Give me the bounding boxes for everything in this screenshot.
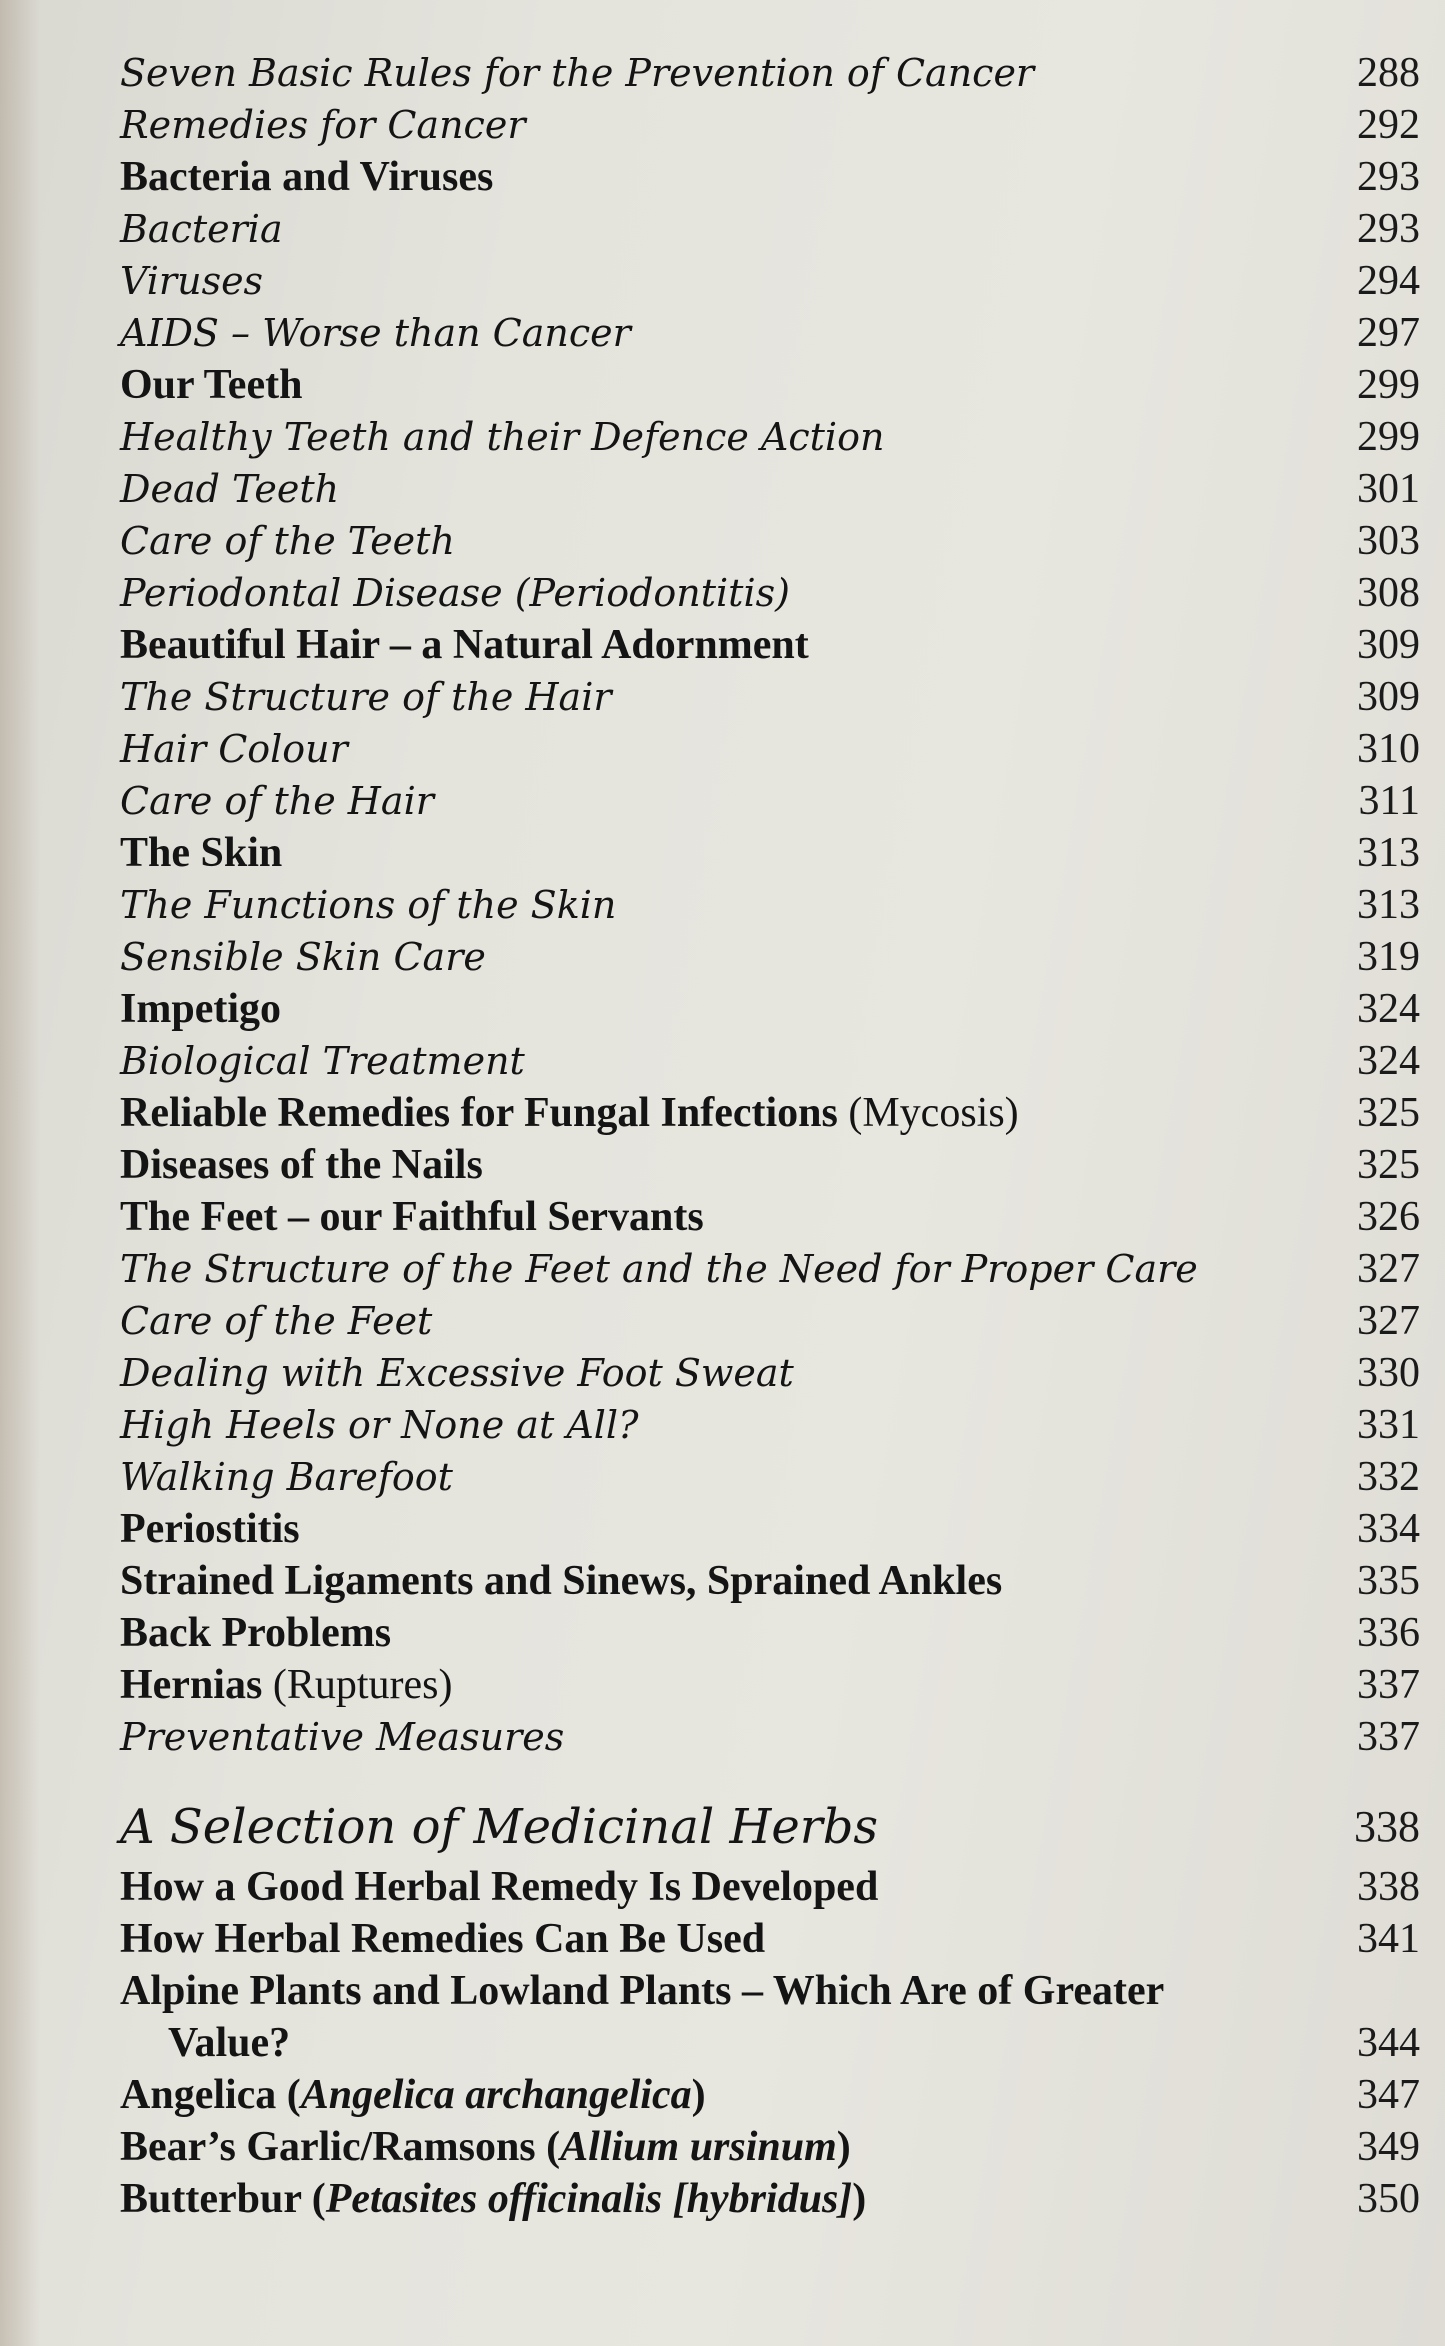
- toc-entry-page: 313: [1357, 882, 1420, 928]
- toc-entry-page: 335: [1357, 1558, 1420, 1604]
- herb-entry-latin: Petasites officinalis [hybridus]: [325, 2176, 853, 2222]
- toc-entry: [120, 1400, 1420, 1450]
- page-edge-shadow: [0, 0, 40, 2346]
- toc-entry-title: Seven Basic Rules for the Prevention of Cancer: [120, 51, 1035, 95]
- toc-entry-page: 309: [1357, 622, 1420, 668]
- toc-entry-page: 297: [1357, 310, 1420, 356]
- herb-entry-page: 341: [1357, 1916, 1420, 1962]
- section-heading: A Selection of Medicinal Herbs: [120, 1799, 879, 1855]
- toc-entry: [120, 152, 1420, 202]
- toc-entry-title: Impetigo: [120, 986, 281, 1032]
- toc-entry-page: 332: [1357, 1454, 1420, 1500]
- toc-entry-page: 293: [1357, 206, 1420, 252]
- toc-entry-page: 293: [1357, 154, 1420, 200]
- toc-entry-page: 319: [1357, 934, 1420, 980]
- toc-entry-page: 326: [1357, 1194, 1420, 1240]
- toc-entry-page: 309: [1357, 674, 1420, 720]
- toc-entry-page: 337: [1357, 1714, 1420, 1760]
- toc-entry-title-suffix: (Ruptures): [262, 1662, 453, 1708]
- herb-entry-name: Angelica (: [120, 2072, 301, 2118]
- toc-entry-title: The Skin: [120, 830, 283, 876]
- herb-entry: [120, 2122, 1420, 2172]
- herb-entry: [120, 1862, 1420, 1912]
- toc-entry-title: The Structure of the Feet and the Need for Proper Care: [120, 1247, 1198, 1291]
- toc-entry: [120, 308, 1420, 358]
- herb-entry-page: 344: [1357, 2020, 1420, 2066]
- toc-entry-page: 324: [1357, 986, 1420, 1032]
- herb-entry-close: ): [691, 2072, 706, 2118]
- toc-entry-page: 337: [1357, 1662, 1420, 1708]
- toc-entry: [120, 360, 1420, 410]
- toc-entry: [120, 256, 1420, 306]
- toc-entry-page: 288: [1357, 50, 1420, 96]
- toc-entry: [120, 516, 1420, 566]
- toc-entry-page: 330: [1357, 1350, 1420, 1396]
- toc-entry: [120, 1660, 1420, 1710]
- toc-entry-title: Periodontal Disease (Periodontitis): [120, 571, 790, 615]
- herb-entry-page: 338: [1357, 1864, 1420, 1910]
- toc-entry-title: The Feet – our Faithful Servants: [120, 1194, 704, 1240]
- herb-entry-name: Butterbur (: [120, 2176, 326, 2222]
- herb-entry-close: ): [852, 2176, 867, 2222]
- toc-entry-title: Care of the Feet: [120, 1299, 433, 1343]
- herb-entry: [120, 1914, 1420, 1964]
- herb-entry-title: [168, 2018, 290, 2068]
- toc-entry-page: 313: [1357, 830, 1420, 876]
- toc-entry-title: Bacteria: [120, 207, 283, 251]
- herb-entry: [120, 1966, 1420, 2016]
- herb-entry-name: Alpine Plants and Lowland Plants – Which Are of Greater: [120, 1968, 1165, 2014]
- herb-entry-title: [120, 2070, 706, 2120]
- table-of-contents: [120, 48, 1420, 2328]
- toc-entry: [120, 1244, 1420, 1294]
- herb-entry: [120, 2174, 1420, 2224]
- toc-entry: [120, 1140, 1420, 1190]
- toc-entry: [120, 1504, 1420, 1554]
- herb-entry-close: ): [836, 2124, 851, 2170]
- toc-entry: [120, 828, 1420, 878]
- toc-entry: [120, 724, 1420, 774]
- herb-entry-title: [120, 1966, 1164, 2016]
- toc-entry-title-suffix: (Mycosis): [837, 1090, 1019, 1136]
- herb-entry-title: [120, 1862, 878, 1912]
- herb-entry-name: How Herbal Remedies Can Be Used: [120, 1916, 766, 1962]
- toc-entry: [120, 776, 1420, 826]
- toc-entry-title: Dealing with Excessive Foot Sweat: [120, 1351, 794, 1395]
- toc-entry-title: Hair Colour: [120, 727, 348, 771]
- toc-entry-title: Our Teeth: [120, 362, 303, 408]
- toc-entry-page: 336: [1357, 1610, 1420, 1656]
- toc-entry: [120, 1192, 1420, 1242]
- toc-entry-title: Preventative Measures: [120, 1715, 565, 1759]
- toc-entry: [120, 932, 1420, 982]
- toc-entry-title: The Structure of the Hair: [120, 675, 612, 719]
- toc-entry-title: Periostitis: [120, 1506, 300, 1552]
- toc-entry-title: Back Problems: [120, 1610, 392, 1656]
- toc-entry-page: 327: [1357, 1298, 1420, 1344]
- toc-entry-title: Beautiful Hair – a Natural Adornment: [120, 622, 809, 668]
- toc-entry: [120, 100, 1420, 150]
- toc-entry: [120, 672, 1420, 722]
- toc-entry-page: 292: [1357, 102, 1420, 148]
- toc-entry-title: Remedies for Cancer: [120, 103, 526, 147]
- section-heading-row: [120, 1799, 1420, 1862]
- herb-entry-title: [120, 1914, 765, 1964]
- toc-entry: [120, 464, 1420, 514]
- herb-entry-name: Value?: [168, 2020, 291, 2066]
- toc-entry-page: 334: [1357, 1506, 1420, 1552]
- toc-entry: [120, 1608, 1420, 1658]
- herb-entry: [120, 2018, 1420, 2068]
- toc-entry-title: Care of the Hair: [120, 779, 434, 823]
- toc-entry: [120, 568, 1420, 618]
- toc-entry-page: 327: [1357, 1246, 1420, 1292]
- toc-entry: [120, 1296, 1420, 1346]
- herb-entry: [120, 2070, 1420, 2120]
- toc-entry: [120, 1036, 1420, 1086]
- section-heading-page: 338: [1354, 1802, 1420, 1851]
- toc-entry-page: 325: [1357, 1090, 1420, 1136]
- toc-entry-title: High Heels or None at All?: [120, 1403, 639, 1447]
- toc-entry-title: Dead Teeth: [120, 467, 340, 511]
- toc-entry-title: Walking Barefoot: [120, 1455, 453, 1499]
- toc-entry: [120, 880, 1420, 930]
- toc-entry-title: Reliable Remedies for Fungal Infections (Mycosis): [120, 1090, 1019, 1136]
- toc-entry: [120, 412, 1420, 462]
- toc-entry-page: 301: [1357, 466, 1420, 512]
- toc-entry: [120, 1452, 1420, 1502]
- toc-entry-title: AIDS – Worse than Cancer: [120, 311, 631, 355]
- herb-entry-page: 347: [1357, 2072, 1420, 2118]
- toc-entry-page: 308: [1357, 570, 1420, 616]
- toc-entry: [120, 620, 1420, 670]
- herb-entry-page: 350: [1357, 2176, 1420, 2222]
- toc-entry: [120, 984, 1420, 1034]
- toc-entry-page: 325: [1357, 1142, 1420, 1188]
- toc-entry-page: 331: [1357, 1402, 1420, 1448]
- toc-entry-page: 299: [1357, 414, 1420, 460]
- toc-entry: [120, 1556, 1420, 1606]
- toc-entry-title: Viruses: [120, 259, 264, 303]
- toc-entry-page: 303: [1357, 518, 1420, 564]
- toc-entry-title: Bacteria and Viruses: [120, 154, 494, 200]
- toc-entry-title: Diseases of the Nails: [120, 1142, 483, 1188]
- toc-entry-title: Hernias (Ruptures): [120, 1662, 453, 1708]
- toc-entry-page: 294: [1357, 258, 1420, 304]
- toc-entry-title: Biological Treatment: [120, 1039, 525, 1083]
- herb-entry-name: Bear’s Garlic/Ramsons (: [120, 2124, 561, 2170]
- toc-entry-title: Healthy Teeth and their Defence Action: [120, 415, 885, 459]
- toc-entry-title: Sensible Skin Care: [120, 935, 486, 979]
- herb-entry-page: 349: [1357, 2124, 1420, 2170]
- toc-entry: [120, 204, 1420, 254]
- toc-entry-title: The Functions of the Skin: [120, 883, 617, 927]
- toc-entry-page: 311: [1358, 778, 1420, 824]
- herb-entry-name: How a Good Herbal Remedy Is Developed: [120, 1864, 879, 1910]
- herb-entry-latin: Angelica archangelica: [300, 2072, 692, 2118]
- toc-entry-page: 299: [1357, 362, 1420, 408]
- herb-entry-latin: Allium ursinum: [560, 2124, 837, 2170]
- herb-entry-title: [120, 2122, 851, 2172]
- toc-entry-page: 310: [1357, 726, 1420, 772]
- toc-entry: [120, 1712, 1420, 1762]
- toc-entry: [120, 1348, 1420, 1398]
- toc-entry-title: Care of the Teeth: [120, 519, 455, 563]
- herb-entry-title: [120, 2174, 866, 2224]
- toc-entry: [120, 48, 1420, 98]
- toc-entry-title: Strained Ligaments and Sinews, Sprained Ankles: [120, 1558, 1003, 1604]
- toc-entry: [120, 1088, 1420, 1138]
- toc-entry-page: 324: [1357, 1038, 1420, 1084]
